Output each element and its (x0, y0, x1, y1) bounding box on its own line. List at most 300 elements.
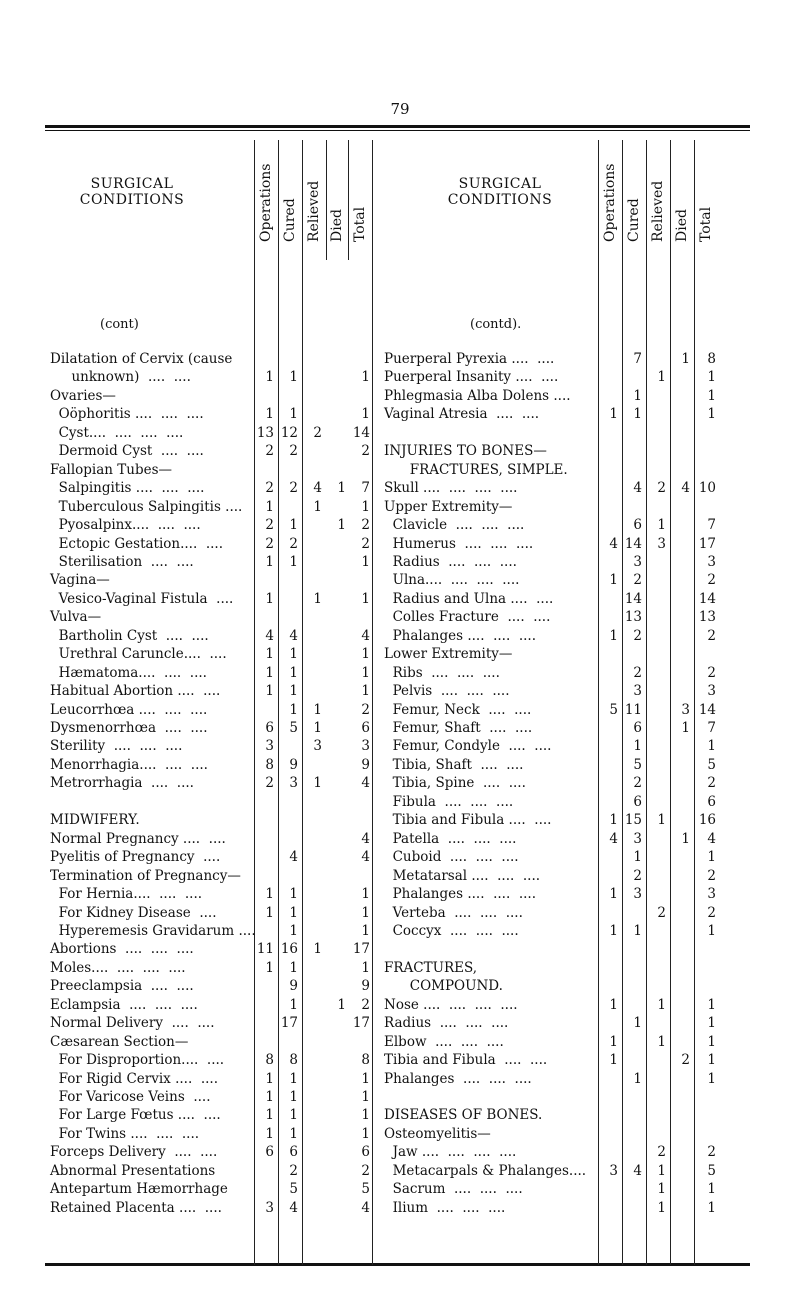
table-row (50, 1180, 374, 1198)
cell-total: 1 (361, 1070, 370, 1087)
cell-total: 2 (707, 572, 716, 589)
table-row (384, 461, 720, 479)
cell-relieved: 4 (313, 480, 322, 497)
table-row (384, 627, 720, 645)
cell-operations: 1 (609, 406, 618, 423)
cell-operations: 2 (265, 535, 274, 552)
cell-cured: 14 (624, 590, 642, 607)
table-row (50, 645, 374, 663)
table-row (384, 940, 720, 958)
cell-relieved: 1 (657, 1033, 666, 1050)
table-row (50, 682, 374, 700)
table-row (50, 959, 374, 977)
right-column-heading (400, 176, 600, 208)
cell-operations: 1 (609, 627, 618, 644)
table-row (50, 498, 374, 516)
cell-total: 1 (361, 664, 370, 681)
row-label: Jaw .... .... .... .... (384, 1144, 517, 1161)
table-row (50, 1199, 374, 1217)
table-row (384, 590, 720, 608)
cell-cured: 2 (633, 867, 642, 884)
cell-operations: 11 (256, 941, 274, 958)
row-label: Pelvis .... .... .... (384, 683, 510, 700)
cell-cured: 1 (289, 664, 298, 681)
table-row (50, 553, 374, 571)
table-row (384, 553, 720, 571)
cell-cured: 1 (289, 517, 298, 534)
cell-total: 1 (707, 922, 716, 939)
right-header-died: Died (674, 209, 690, 242)
cell-total: 2 (707, 664, 716, 681)
cell-total: 5 (707, 1162, 716, 1179)
row-label: Normal Delivery .... .... (50, 1015, 215, 1032)
row-label: Vesico-Vaginal Fistula .... (50, 590, 234, 607)
row-label: Tibia and Fibula .... .... (384, 812, 552, 829)
table-row (50, 904, 374, 922)
cell-total: 1 (361, 1107, 370, 1124)
cell-operations: 1 (265, 1125, 274, 1142)
table-row (50, 1070, 374, 1088)
cell-cured: 3 (633, 683, 642, 700)
cell-cured: 1 (289, 553, 298, 570)
row-label: COMPOUND. (384, 978, 503, 995)
table-row (384, 405, 720, 423)
cell-cured: 2 (633, 775, 642, 792)
row-label: Ovaries— (50, 387, 116, 404)
cell-relieved: 1 (313, 590, 322, 607)
row-label: Upper Extremity— (384, 498, 513, 515)
cell-total: 4 (361, 775, 370, 792)
cell-total: 2 (361, 443, 370, 460)
row-label: Verteba .... .... .... (384, 904, 523, 921)
row-label: For Hernia.... .... .... (50, 886, 203, 903)
table-row (384, 645, 720, 663)
row-label: Forceps Delivery .... .... (50, 1144, 218, 1161)
right-header-operations: Operations (602, 163, 618, 242)
table-row (384, 368, 720, 386)
cell-operations: 1 (265, 646, 274, 663)
cell-total: 7 (707, 720, 716, 736)
row-label: For Kidney Disease .... (50, 904, 217, 921)
cell-died: 1 (681, 830, 690, 847)
table-row (50, 793, 374, 811)
cell-operations: 1 (609, 1033, 618, 1050)
table-row (50, 756, 374, 774)
row-label: Ectopic Gestation.... .... (50, 535, 224, 552)
table-row (384, 756, 720, 774)
cell-total: 9 (361, 756, 370, 773)
row-label: DISEASES OF BONES. (384, 1107, 543, 1124)
cell-cured: 1 (289, 369, 298, 386)
cell-cured: 11 (624, 701, 642, 718)
cell-cured: 2 (633, 627, 642, 644)
row-label: Puerperal Pyrexia .... .... (384, 351, 555, 367)
table-row (50, 1143, 374, 1161)
right-heading-line2: CONDITIONS (447, 192, 553, 208)
right-subheading: (contd). (470, 317, 522, 332)
table-row (50, 608, 374, 626)
cell-relieved: 2 (657, 480, 666, 497)
row-label: Cuboid .... .... .... (384, 849, 519, 866)
table-row (384, 1014, 720, 1032)
cell-cured: 2 (633, 572, 642, 589)
cell-cured: 1 (633, 922, 642, 939)
cell-total: 2 (707, 627, 716, 644)
cell-cured: 2 (289, 480, 298, 497)
table-row (50, 627, 374, 645)
cell-cured: 2 (289, 443, 298, 460)
cell-operations: 8 (265, 756, 274, 773)
table-row (384, 774, 720, 792)
cell-cured: 3 (633, 830, 642, 847)
cell-total: 1 (361, 1089, 370, 1105)
row-label: Tibia, Spine .... .... (384, 775, 526, 792)
cell-cured: 15 (624, 812, 642, 829)
row-label: FRACTURES, SIMPLE. (384, 461, 568, 478)
table-row (384, 959, 720, 977)
cell-total: 6 (361, 720, 370, 736)
cell-cured: 1 (289, 922, 298, 939)
cell-operations: 1 (609, 886, 618, 903)
left-header-total: Total (352, 206, 368, 242)
table-row (50, 1051, 374, 1069)
cell-cured: 1 (289, 886, 298, 903)
table-row (50, 405, 374, 423)
cell-cured: 9 (289, 978, 298, 995)
right-header-cured: Cured (626, 198, 642, 242)
cell-total: 1 (361, 922, 370, 939)
row-label: Pyosalpinx.... .... .... (50, 517, 201, 534)
row-label: Tuberculous Salpingitis .... (50, 498, 243, 515)
cell-cured: 2 (633, 664, 642, 681)
row-label: Pyelitis of Pregnancy .... (50, 849, 221, 866)
cell-cured: 1 (289, 683, 298, 700)
bottom-rule (45, 1263, 750, 1266)
cell-operations: 2 (265, 443, 274, 460)
cell-died: 1 (681, 351, 690, 367)
row-label: Metrorrhagia .... .... (50, 775, 194, 792)
cell-total: 2 (707, 1144, 716, 1161)
row-label: Urethral Caruncle.... .... (50, 646, 227, 663)
row-label: Normal Pregnancy .... .... (50, 830, 226, 847)
table-row (384, 516, 720, 534)
table-row (384, 571, 720, 589)
cell-operations: 1 (265, 1107, 274, 1124)
cell-total: 1 (361, 683, 370, 700)
row-label: Ilium .... .... .... (384, 1199, 506, 1216)
cell-total: 17 (352, 1015, 370, 1032)
row-label: Puerperal Insanity .... .... (384, 369, 559, 386)
table-row (384, 1180, 720, 1198)
cell-total: 4 (361, 830, 370, 847)
cell-cured: 6 (633, 793, 642, 810)
left-subheading: (cont) (100, 317, 139, 332)
row-label: Ribs .... .... .... (384, 664, 500, 681)
cell-operations: 3 (265, 738, 274, 755)
row-label: Metacarpals & Phalanges.... (384, 1162, 587, 1179)
cell-total: 6 (361, 1144, 370, 1161)
cell-cured: 1 (633, 849, 642, 866)
row-label: MIDWIFERY. (50, 812, 140, 829)
cell-cured: 5 (289, 720, 298, 736)
row-label: Vagina— (50, 572, 110, 589)
table-row (50, 1014, 374, 1032)
row-label: Moles.... .... .... .... (50, 959, 186, 976)
table-row (384, 498, 720, 516)
cell-cured: 4 (289, 849, 298, 866)
cell-total: 1 (361, 553, 370, 570)
table-row (384, 442, 720, 460)
cell-operations: 1 (265, 553, 274, 570)
cell-total: 2 (361, 517, 370, 534)
cell-died: 3 (681, 701, 690, 718)
row-label: Sacrum .... .... .... (384, 1181, 523, 1198)
cell-operations: 13 (256, 424, 274, 441)
cell-relieved: 1 (657, 1199, 666, 1216)
cell-operations: 1 (265, 590, 274, 607)
cell-cured: 1 (289, 996, 298, 1013)
cell-operations: 6 (265, 1144, 274, 1161)
cell-cured: 5 (633, 756, 642, 773)
cell-operations: 8 (265, 1052, 274, 1069)
cell-total: 1 (361, 590, 370, 607)
cell-total: 3 (707, 553, 716, 570)
row-label: Dermoid Cyst .... .... (50, 443, 204, 460)
cell-cured: 1 (289, 701, 298, 718)
row-label: For Rigid Cervix .... .... (50, 1070, 218, 1087)
cell-operations: 1 (265, 498, 274, 515)
cell-total: 17 (352, 941, 370, 958)
cell-cured: 1 (289, 646, 298, 663)
table-row (50, 368, 374, 386)
cell-total: 1 (707, 1052, 716, 1069)
row-label: Ulna.... .... .... .... (384, 572, 520, 589)
row-label: Phalanges .... .... .... (384, 627, 536, 644)
table-row (50, 1106, 374, 1124)
row-label: Salpingitis .... .... .... (50, 480, 205, 497)
table-row (50, 442, 374, 460)
row-label: Dysmenorrhœa .... .... (50, 720, 208, 736)
row-label: Oöphoritis .... .... .... (50, 406, 204, 423)
cell-cured: 2 (289, 1162, 298, 1179)
table-row (384, 996, 720, 1014)
row-label: Radius .... .... .... (384, 553, 517, 570)
row-label: INJURIES TO BONES— (384, 443, 547, 460)
row-label: Hæmatoma.... .... .... (50, 664, 207, 681)
cell-total: 8 (707, 351, 716, 367)
table-row (384, 830, 720, 848)
table-row (50, 737, 374, 755)
cell-relieved: 1 (313, 720, 322, 736)
col-rule (348, 140, 349, 260)
table-row (384, 977, 720, 995)
row-label: Patella .... .... .... (384, 830, 517, 847)
cell-cured: 3 (633, 886, 642, 903)
cell-total: 7 (707, 517, 716, 534)
row-label: Phalanges .... .... .... (384, 1070, 532, 1087)
cell-cured: 6 (633, 517, 642, 534)
cell-total: 3 (707, 886, 716, 903)
cell-total: 4 (707, 830, 716, 847)
row-label: Dilatation of Cervix (cause (50, 351, 233, 367)
cell-total: 1 (707, 1199, 716, 1216)
cell-total: 2 (707, 904, 716, 921)
cell-relieved: 1 (657, 812, 666, 829)
row-label: FRACTURES, (384, 959, 478, 976)
table-row (50, 516, 374, 534)
cell-cured: 6 (289, 1144, 298, 1161)
cell-cured: 1 (633, 738, 642, 755)
top-rule-thin (45, 130, 750, 131)
cell-total: 17 (698, 535, 716, 552)
cell-died: 1 (337, 517, 346, 534)
cell-total: 2 (361, 535, 370, 552)
table-row (50, 590, 374, 608)
cell-operations: 1 (265, 959, 274, 976)
cell-operations: 4 (609, 535, 618, 552)
cell-operations: 1 (265, 664, 274, 681)
cell-operations: 1 (609, 812, 618, 829)
row-label: Cyst.... .... .... .... (50, 424, 184, 441)
cell-relieved: 1 (657, 1181, 666, 1198)
table-row (384, 867, 720, 885)
cell-total: 1 (361, 1125, 370, 1142)
cell-cured: 17 (280, 1015, 298, 1032)
cell-cured: 9 (289, 756, 298, 773)
cell-cured: 4 (633, 1162, 642, 1179)
cell-total: 1 (707, 1033, 716, 1050)
table-row (384, 1051, 720, 1069)
cell-operations: 1 (609, 1052, 618, 1069)
left-header-died: Died (329, 209, 345, 242)
table-row (384, 424, 720, 442)
table-row (384, 701, 720, 719)
cell-operations: 6 (265, 720, 274, 736)
row-label: Phlegmasia Alba Dolens .... (384, 387, 571, 404)
table-row (384, 1143, 720, 1161)
cell-operations: 2 (265, 775, 274, 792)
cell-total: 1 (707, 369, 716, 386)
cell-relieved: 2 (657, 1144, 666, 1161)
cell-relieved: 2 (657, 904, 666, 921)
row-label: Phalanges .... .... .... (384, 886, 536, 903)
table-row (384, 664, 720, 682)
cell-total: 1 (361, 904, 370, 921)
cell-total: 2 (361, 1162, 370, 1179)
cell-relieved: 1 (657, 1162, 666, 1179)
table-row (50, 664, 374, 682)
cell-total: 14 (698, 701, 716, 718)
cell-operations: 1 (265, 904, 274, 921)
cell-cured: 1 (289, 1070, 298, 1087)
cell-total: 9 (361, 978, 370, 995)
table-row (50, 1162, 374, 1180)
table-row (384, 682, 720, 700)
row-label: Skull .... .... .... .... (384, 480, 518, 497)
row-label: unknown) .... .... (50, 369, 191, 386)
cell-total: 14 (698, 590, 716, 607)
cell-total: 3 (707, 683, 716, 700)
row-label: Sterilisation .... .... (50, 553, 194, 570)
row-label: Lower Extremity— (384, 646, 513, 663)
table-row (384, 1199, 720, 1217)
table-row (384, 1125, 720, 1143)
table-row (384, 1088, 720, 1106)
top-rule (45, 125, 750, 128)
cell-cured: 1 (633, 1070, 642, 1087)
table-row (50, 387, 374, 405)
table-row (384, 922, 720, 940)
left-heading-line2: CONDITIONS (79, 192, 185, 208)
table-row (50, 535, 374, 553)
cell-total: 14 (352, 424, 370, 441)
cell-cured: 1 (289, 1107, 298, 1124)
row-label: Preeclampsia .... .... (50, 978, 194, 995)
table-row (50, 848, 374, 866)
cell-cured: 16 (280, 941, 298, 958)
cell-operations: 3 (609, 1162, 618, 1179)
cell-total: 2 (361, 701, 370, 718)
cell-total: 1 (707, 1181, 716, 1198)
cell-total: 1 (361, 369, 370, 386)
cell-cured: 12 (280, 424, 298, 441)
row-label: Osteomyelitis— (384, 1125, 491, 1142)
cell-died: 1 (337, 996, 346, 1013)
cell-operations: 5 (609, 701, 618, 718)
cell-cured: 4 (633, 480, 642, 497)
table-row (50, 774, 374, 792)
row-label: Abnormal Presentations (50, 1162, 216, 1179)
cell-total: 1 (361, 406, 370, 423)
cell-relieved: 2 (313, 424, 322, 441)
cell-relieved: 1 (313, 498, 322, 515)
cell-died: 1 (681, 720, 690, 736)
cell-total: 4 (361, 849, 370, 866)
table-row (50, 996, 374, 1014)
row-label: Metatarsal .... .... .... (384, 867, 541, 884)
row-label: Leucorrhœa .... .... .... (50, 701, 208, 718)
cell-cured: 1 (289, 959, 298, 976)
cell-total: 1 (361, 959, 370, 976)
row-label: For Large Fœtus .... .... (50, 1107, 221, 1124)
table-row (384, 811, 720, 829)
cell-total: 1 (707, 996, 716, 1013)
cell-operations: 1 (265, 369, 274, 386)
table-row (384, 904, 720, 922)
cell-cured: 6 (633, 720, 642, 736)
table-row (50, 719, 374, 737)
left-heading-line1: SURGICAL (90, 176, 174, 192)
table-row (50, 940, 374, 958)
cell-total: 1 (707, 1070, 716, 1087)
row-label: Colles Fracture .... .... (384, 609, 551, 626)
cell-total: 1 (707, 1015, 716, 1032)
cell-total: 6 (707, 793, 716, 810)
cell-relieved: 1 (657, 996, 666, 1013)
cell-died: 4 (681, 480, 690, 497)
cell-cured: 1 (633, 387, 642, 404)
cell-cured: 2 (289, 535, 298, 552)
table-row (384, 1162, 720, 1180)
table-row (50, 424, 374, 442)
cell-relieved: 1 (657, 369, 666, 386)
cell-relieved: 1 (313, 941, 322, 958)
row-label: Vulva— (50, 609, 102, 626)
right-heading-line1: SURGICAL (458, 176, 542, 192)
table-row (50, 479, 374, 497)
left-header-relieved: Relieved (306, 180, 322, 242)
cell-cured: 7 (633, 351, 642, 367)
